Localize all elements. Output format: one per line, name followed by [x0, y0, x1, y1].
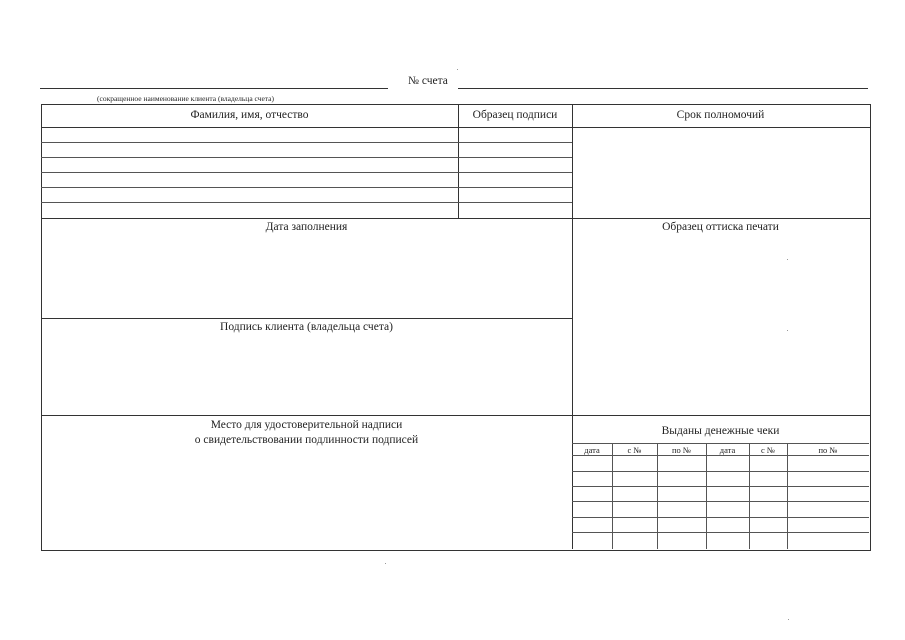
- checks-row: [572, 486, 869, 487]
- column-header-signature-sample: Образец подписи: [472, 109, 558, 121]
- certification-label-line1: Место для удостоверительной надписи: [210, 419, 403, 431]
- account-number-line[interactable]: [458, 88, 868, 89]
- checks-row: [572, 532, 869, 533]
- table-row: [41, 142, 572, 143]
- table-bottom: [41, 218, 870, 219]
- checks-header-top: [572, 443, 869, 444]
- checks-col-to-2: по №: [818, 445, 838, 455]
- checks-col-date-1: дата: [584, 445, 600, 455]
- table-row: [41, 187, 572, 188]
- checks-row: [572, 471, 869, 472]
- stamp-sample-label: Образец оттиска печати: [662, 221, 779, 233]
- col-divider-name-sample: [458, 104, 459, 218]
- table-row: [41, 157, 572, 158]
- client-name-line[interactable]: [40, 88, 388, 89]
- col-divider-left-right: [572, 104, 573, 549]
- checks-col-to-1: по №: [671, 445, 692, 455]
- checks-row: [572, 501, 869, 502]
- scan-speck: [385, 563, 386, 564]
- account-number-label: № счета: [408, 75, 448, 87]
- checks-col-divider: [612, 443, 613, 549]
- checks-title: Выданы денежные чеки: [661, 425, 780, 437]
- checks-row: [572, 517, 869, 518]
- scan-speck: [787, 330, 788, 331]
- checks-col-from-1: с №: [627, 445, 642, 455]
- checks-col-from-2: с №: [760, 445, 775, 455]
- checks-col-date-2: дата: [719, 445, 736, 455]
- fill-date-bottom: [41, 318, 572, 319]
- client-name-caption: (сокращенное наименование клиента (владельца счета): [97, 94, 275, 103]
- checks-col-divider: [749, 443, 750, 549]
- column-header-term: Срок полномочий: [676, 109, 765, 121]
- checks-col-divider: [657, 443, 658, 549]
- table-row: [41, 172, 572, 173]
- table-row: [41, 202, 572, 203]
- fill-date-label: Дата заполнения: [265, 221, 348, 233]
- scan-speck: [787, 259, 788, 260]
- checks-col-divider: [706, 443, 707, 549]
- column-header-name: Фамилия, имя, отчество: [190, 109, 309, 121]
- checks-header-bottom: [572, 455, 869, 456]
- certification-label-line2: о свидетельствовании подлинности подписей: [194, 434, 419, 446]
- client-signature-bottom: [41, 415, 870, 416]
- table-header-bottom: [41, 127, 870, 128]
- scan-speck: [457, 69, 458, 70]
- scan-speck: [788, 619, 789, 620]
- client-signature-label: Подпись клиента (владельца счета): [220, 321, 393, 333]
- checks-col-divider: [787, 443, 788, 549]
